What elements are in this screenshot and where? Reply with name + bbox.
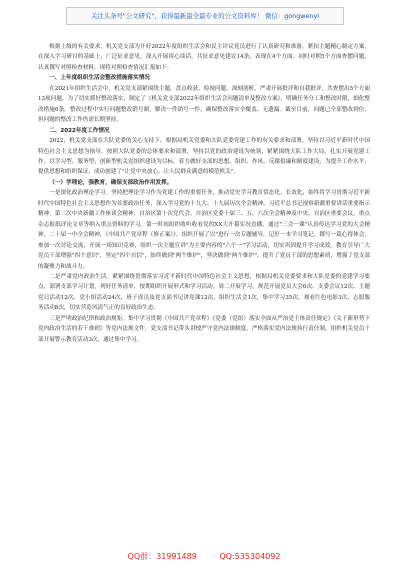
qq-text: QQ:535304092 <box>219 552 281 561</box>
section-heading: 一、上年度组织生活会整改措施落实情况 <box>49 75 150 82</box>
body-paragraph: 一是深化政治理论学习。坚持把理论学习作为党建工作的重要任务，推动党史学习教育常态化、长效化，始终将学习贯彻习近平新时代中国特色社会主义思想作为首要政治任务，深入学习党的十九大、十九届历次全会精神、习近平总书记视察新疆重要讲话重要指示精神，第三次中央新疆工作座谈会精神，自治区第十次党代会、自治区党委十届三、五、六次全会精神及中央、自治区重要会议，重点杂志报纸评论文章等纳入重点资料的学习。第一时间组织收听收看党的XX大开幕实况直播，通过"三会一课"认真传达学习党的大会精神，二十届一中全会精神，《中国共产党章程（修正案）》。组织开展了以"进行一次专题辅导，记好一本学习笔记，撰写一篇心得体会，参加一次讨论交流，开展一场知识竞赛，组织一次主题宣讲"为主要内容的"六个一"学习活动，切实巩固提升学习成效。教育引导广大党员干部增强"四个意识"，坚定"四个自信"，始终做到"两个维护"，坚决做到"两个维护"，提升了党员干部的思想素质，增强了党支部的凝聚力和战斗力。 <box>38 190 370 270</box>
subsection-heading: （一）学理论，强教育，确保支部政治作用发挥。 <box>49 179 173 186</box>
qq-group-text: QQ群：31991489 <box>127 552 197 561</box>
body-paragraph: 在2021年组织生活会中，机关党支部紧围绕主题，盘点收获、检视问题，深刻剖析，严肃开展批评和自我批评，共查摆出5个方面13项问题，为了切实抓好整改落实，制定了《机关党支部2022年组织生活会问题清单及整改方案》，明确任务分工和整改时限，细化整改措施6条。整改过程中实行问题整改销号制，解决一件销号一件，确保整改落实全覆盖、无遗漏。截至目前，问题已全部整改到位，但问题的整改工作仍需长期坚持。 <box>38 85 370 124</box>
body-paragraph: 三是严明政治纪律和政治规矩。集中学习贯彻《中国共产党章程》《党委（党组）落实全面从严治党主体责任规定》《关于新形势下党内政治生活的若干准则》等党内法规文件，党支部书记带头讲授严守党内法规制度，严格落实党内法规执行责任制，组织机关党员干部开展警示教育活动3次，通过集中学习、 <box>38 315 370 343</box>
body-paragraph: 二是严肃党内政治生活。紧紧围绕贯彻落实习近平新时代中国特色社会主义思想，根据局机关党委要求和大队党委的党建学习要点，部署支部学习计划，列好任务清单，按期组织开展形式和学习活动。周二开展学习，规范开展党员大会6次、支委会议12次、主题党日活动12次、党小组活动24次，班子成员及党支部书记讲党课12次、组织生活会1次、集中学习35次、观看红色电影3次、志愿服务活动8次，切实营造风清气正的良好政治生态。 <box>38 273 370 312</box>
promo-banner[interactable]: 关注头条号"公文研究"，获得最新最全最专业的公文资料库！ 微信：gongwenyi <box>66 7 344 25</box>
contact-footer <box>0 548 408 566</box>
intro-paragraph: 根据上级的有关要求，机关党支部为开好2022年度组织生活会和民主评议党员进行了认真研究和准备，紧扣主题精心制定方案，在深入学习研讨的基础上，广泛征求意见，深入开展谈心谈话，共征求意见建议14条，表现在4个方面。同时对照5个方面查摆问题，认真撰写对照检查材料，现将对照检查情况汇报如下： <box>38 44 370 71</box>
body-paragraph: 2022，机关党支部在大队党委的关心支持下，根据局机关党委和大队党委党建工作的有关要求和部署，坚持以习近平新时代中国特色社会主义思想为指导，按照大队党委的总体要求和部署，坚持以党的政治建设为统领，紧紧围绕大队工作大局，扎实开展党建工作，以学习型、服务型、创新型机关党组织建设为目标，着力做好支部的思想、组织、作风、反腐倡廉和制度建设，为提升工作水平，提供思想和组织保证，成功创建了"让党中央放心、让人民群众满意的模范机关"。 <box>38 138 370 176</box>
section-heading: 二、2022年度工作情况 <box>49 127 110 134</box>
document-body <box>38 42 370 345</box>
